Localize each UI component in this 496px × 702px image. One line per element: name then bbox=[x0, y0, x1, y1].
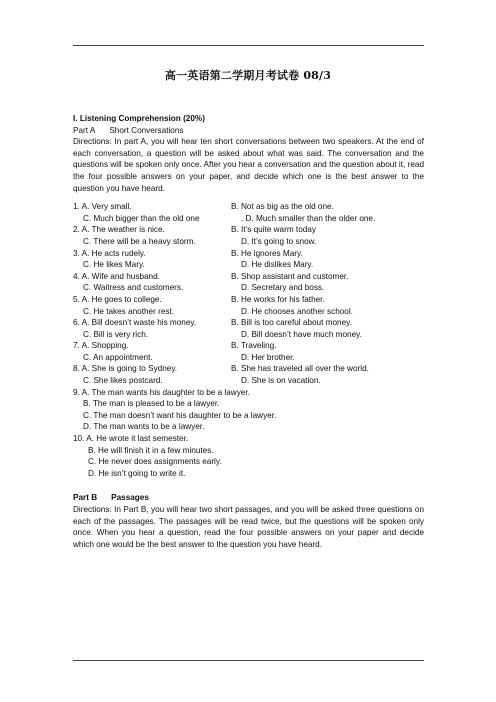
part-a-directions: Directions: In part A, you will hear ten short conversations between two speakers. At the end of each conversation, a question will be asked about what was said. The conversation and the questions will be spoken only once. After you hear a conversation and the question about it, read the four possible answers on your paper, and decide which one is the best answer to the question you have heard. bbox=[73, 137, 424, 193]
question-row bbox=[73, 236, 424, 248]
option-right: D. He dislikes Mary. bbox=[241, 260, 314, 270]
option-right: D. Her brother. bbox=[241, 352, 295, 362]
option-left: C. Waitress and customers. bbox=[83, 283, 184, 293]
question-row bbox=[73, 271, 424, 283]
option-right: B. Traveling. bbox=[231, 341, 277, 351]
option-right: B. Shop assistant and customer. bbox=[231, 271, 349, 281]
question-row bbox=[73, 248, 424, 260]
q9-option-b: B. The man is pleased to be a lawyer. bbox=[83, 399, 220, 409]
q10-option-c: C. He never does assignments early. bbox=[88, 457, 222, 467]
option-right: . D. Much smaller than the older one. bbox=[241, 213, 376, 223]
question-row bbox=[73, 201, 424, 213]
question-row bbox=[73, 340, 424, 352]
option-left: 6. A. Bill doesn’t waste his money. bbox=[73, 318, 197, 328]
option-left: C. There will be a heavy storm. bbox=[83, 236, 196, 246]
option-left: 2. A. The weather is nice. bbox=[73, 225, 165, 235]
footer-rule bbox=[73, 660, 424, 661]
option-right: D. Bill doesn’t have much money. bbox=[241, 329, 362, 339]
question-list bbox=[73, 201, 424, 387]
question-row bbox=[73, 375, 424, 387]
option-left: 5. A. He goes to college. bbox=[73, 294, 162, 304]
document-body bbox=[73, 113, 424, 550]
question-row bbox=[73, 306, 424, 318]
option-left: 7. A. Shopping. bbox=[73, 341, 129, 351]
question-row bbox=[73, 282, 424, 294]
option-right: B. It’s quite warm today bbox=[231, 225, 316, 235]
question-9 bbox=[73, 387, 424, 433]
question-row bbox=[73, 259, 424, 271]
question-row bbox=[73, 213, 424, 225]
q9-line: 9. A. The man wants his daughter to be a lawyer. bbox=[73, 387, 250, 397]
question-row bbox=[73, 317, 424, 329]
option-left: C. He takes another rest. bbox=[83, 306, 175, 316]
question-row bbox=[73, 294, 424, 306]
option-left: 1. A. Very small. bbox=[73, 202, 132, 212]
question-row bbox=[73, 224, 424, 236]
option-right: B. Bill is too careful about money. bbox=[231, 318, 352, 328]
option-left: C. He likes Mary. bbox=[83, 260, 145, 270]
header-rule bbox=[73, 45, 424, 46]
page-title: 高一英语第二学期月考试卷 08/3 bbox=[164, 69, 332, 82]
option-left: 8. A. She is going to Sydney. bbox=[73, 364, 178, 374]
q10-option-b: B. He will finish it in a few minutes. bbox=[88, 445, 214, 455]
q10-line: 10. A. He wrote it last semester. bbox=[73, 434, 189, 444]
option-left: C. An appointment. bbox=[83, 352, 153, 362]
section-title: I. Listening Comprehension (20%) bbox=[73, 114, 205, 123]
question-10 bbox=[73, 433, 424, 479]
option-right: B. He works for his father. bbox=[231, 294, 325, 304]
question-row bbox=[73, 329, 424, 341]
part-b-name: Passages bbox=[111, 493, 149, 503]
option-left: C. Much bigger than the old one bbox=[83, 213, 200, 223]
question-row bbox=[73, 363, 424, 375]
q9-option-c: C. The man doesn’t want his daughter to be a lawyer. bbox=[83, 410, 277, 420]
question-row bbox=[73, 352, 424, 364]
option-left: C. Bill is very rich. bbox=[83, 329, 149, 339]
part-b-label: Part B bbox=[73, 493, 98, 503]
q9-option-d: D. The man wants to be a lawyer. bbox=[83, 422, 205, 432]
part-a-name: Short Conversations bbox=[109, 125, 184, 135]
q10-option-d: D. He isn’t going to write it. bbox=[88, 468, 186, 478]
option-right: D. He chooses another school. bbox=[241, 306, 353, 316]
option-left: C. She likes postcard. bbox=[83, 376, 163, 386]
option-right: B. Not as big as the old one. bbox=[231, 202, 334, 212]
option-right: B. She has traveled all over the world. bbox=[231, 364, 369, 374]
option-right: D. She is on vacation. bbox=[241, 376, 321, 386]
option-right: D. Secretary and boss. bbox=[241, 283, 325, 293]
option-right: B. He ignores Mary. bbox=[231, 248, 303, 258]
option-left: 4. A. Wife and husband. bbox=[73, 271, 160, 281]
part-b-directions: Directions: In Part B, you will hear two short passages, and you will be asked three questions on each of the passages. The passages will be read twice, but the questions will be spoken only once. When you hear a question, read the four possible answers on your paper and decide which one would be the best answer to the question you have heard. bbox=[73, 505, 424, 549]
option-right: D. It’s going to snow. bbox=[241, 236, 317, 246]
part-a-heading bbox=[73, 125, 424, 137]
part-b-heading bbox=[73, 492, 424, 504]
part-a-label: Part A bbox=[73, 125, 96, 135]
option-left: 3. A. He acts rudely. bbox=[73, 248, 146, 258]
